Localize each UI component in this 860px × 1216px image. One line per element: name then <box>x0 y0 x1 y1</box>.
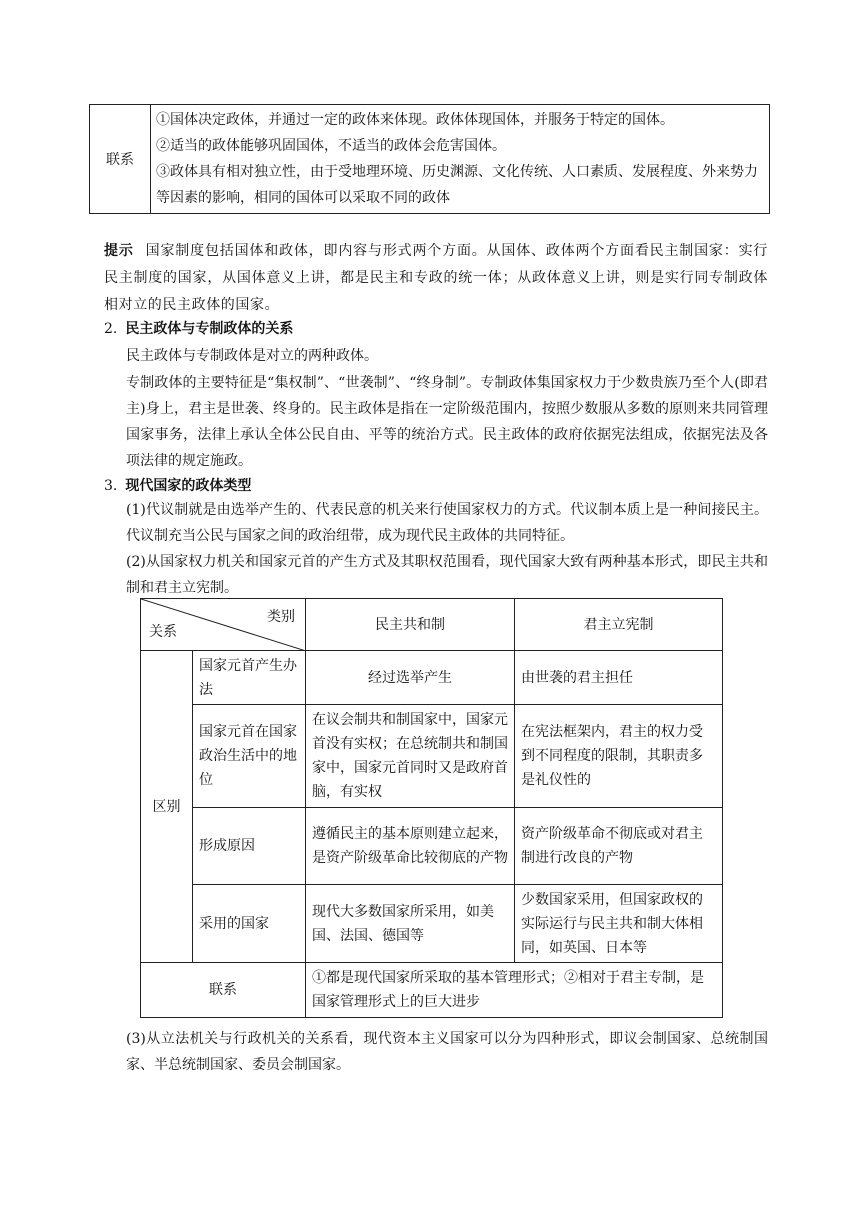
link-text: ①都是现代国家所采取的基本管理形式；②相对于君主专制，是国家管理形式上的巨大进步 <box>306 963 723 1018</box>
row-monarchy-value: 在宪法框架内，君主的权力受到不同程度的限制，其职责多是礼仪性的 <box>515 705 723 808</box>
row-republic-value: 在议会制共和制国家中，国家元首没有实权；在总统制共和制国家中，国家元首同时又是政府首脑，有实权 <box>306 705 515 808</box>
row-aspect: 国家元首在国家政治生活中的地位 <box>193 705 306 808</box>
relation-table <box>89 104 770 214</box>
relation-label: 联系 <box>90 105 151 214</box>
section-2-title: 民主政体与专制政体的关系 <box>125 321 294 337</box>
table-header-row <box>141 599 723 651</box>
corner-header-category: 类别 <box>267 609 295 625</box>
row-aspect: 国家元首产生办法 <box>193 651 306 705</box>
section-3-para-2: (2)从国家权力机关和国家元首的产生方式及其职权范围看，现代国家大致有两种基本形式，即民主共和制和君主立宪制。 <box>126 554 768 596</box>
table-row <box>141 963 723 1018</box>
section-3-title: 现代国家的政体类型 <box>125 478 252 494</box>
row-republic-value: 遵循民主的基本原则建立起来，是资产阶级革命比较彻底的产物 <box>306 808 515 885</box>
relation-point-1: ①国体决定政体，并通过一定的政体来体现。政体体现国体，并服务于特定的国体。 <box>156 112 674 128</box>
table-row <box>141 705 723 808</box>
hint-label: 提示 <box>104 243 134 259</box>
row-monarchy-value: 资产阶级革命不彻底或对君主制进行改良的产物 <box>515 808 723 885</box>
row-monarchy-value: 由世袭的君主担任 <box>515 651 723 705</box>
difference-group-label: 区别 <box>141 651 193 963</box>
corner-header-cell <box>141 599 306 651</box>
section-3-number: 3. <box>104 478 118 494</box>
relation-content <box>151 105 770 214</box>
section-3-para-1: (1)代议制就是由选举产生的、代表民意的机关来行使国家权力的方式。代议制本质上是一种间接民主。代议制充当公民与国家之间的政治纽带，成为现代民主政体的共同特征。 <box>126 502 768 544</box>
hint-paragraph <box>104 238 768 319</box>
section-2-para-2: 专制政体的主要特征是“集权制”、“世袭制”、“终身制”。专制政体集国家权力于少数贵族乃至个人(即君主)身上，君主是世袭、终身的。民主政体是指在一定阶级范围内，按照少数服从多数的原则来共同管理国家事务，法律上承认全体公民自由、平等的统治方式。民主政体的政府依据宪法组成，依据宪法及各项法律的规定施政。 <box>126 375 768 469</box>
column-header-republic: 民主共和制 <box>306 599 515 651</box>
link-label: 联系 <box>141 963 306 1018</box>
row-republic-value: 现代大多数国家所采用，如美国、法国、德国等 <box>306 885 515 963</box>
table-row <box>90 105 770 214</box>
corner-header-relation: 关系 <box>149 624 177 640</box>
table-row <box>141 885 723 963</box>
column-header-monarchy: 君主立宪制 <box>515 599 723 651</box>
row-aspect: 采用的国家 <box>193 885 306 963</box>
section-2-para-1: 民主政体与专制政体是对立的两种政体。 <box>126 348 378 364</box>
row-republic-value: 经过选举产生 <box>306 651 515 705</box>
relation-point-2: ②适当的政体能够巩固国体，不适当的政体会危害国体。 <box>156 138 506 154</box>
row-aspect: 形成原因 <box>193 808 306 885</box>
row-monarchy-value: 少数国家采用，但国家政权的实际运行与民主共和制大体相同，如英国、日本等 <box>515 885 723 963</box>
table-row <box>141 651 723 705</box>
relation-point-3: ③政体具有相对独立性，由于受地理环境、历史渊源、文化传统、人口素质、发展程度、外来势力等因素的影响，相同的国体可以采取不同的政体 <box>156 164 758 206</box>
table-row <box>141 808 723 885</box>
hint-text: 国家制度包括国体和政体，即内容与形式两个方面。从国体、政体两个方面看民主制国家：实行民主制度的国家，从国体意义上讲，都是民主和专政的统一体；从政体意义上讲，则是实行同专制政体相对立的民主政体的国家。 <box>104 243 769 313</box>
section-2-heading <box>104 316 293 343</box>
section-3-para-3: (3)从立法机关与行政机关的关系看，现代资本主义国家可以分为四种形式，即议会制国家、总统制国家、半总统制国家、委员会制国家。 <box>126 1031 768 1073</box>
section-3-heading <box>104 473 251 500</box>
comparison-table <box>140 598 723 1018</box>
section-2-number: 2. <box>104 321 118 337</box>
